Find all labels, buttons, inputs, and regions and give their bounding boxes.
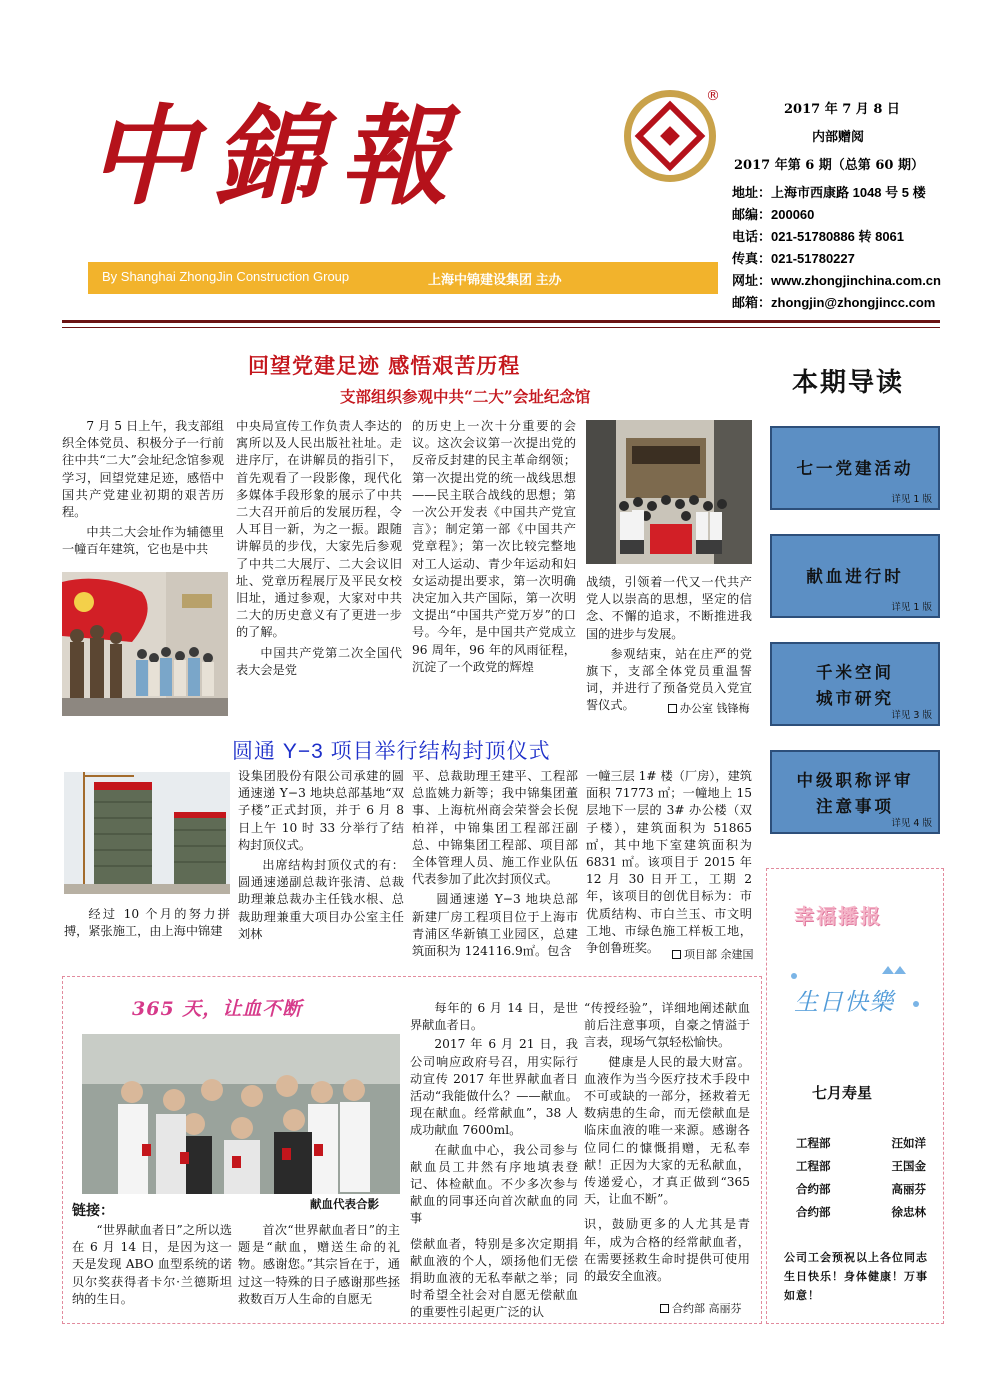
guide-item-label-line2: 注意事项 bbox=[816, 797, 894, 816]
article2-col1-para1: 经过 10 个月的努力拼搏，紧张施工，由上海中锦建 bbox=[64, 907, 230, 939]
article3-col1 bbox=[72, 1222, 232, 1314]
article1-col2-para2: 中国共产党第二次全国代表大会是党 bbox=[236, 645, 402, 677]
article3-col4-para3: 识，鼓励更多的人尤其是青年，成为合格的经常献血者，在需要拯救生命时提供可使用的最安全血液。 bbox=[584, 1217, 750, 1284]
issue-email: 邮箱：zhongjin@zhongjincc.com bbox=[732, 295, 936, 310]
banner-organizer: 上海中锦建设集团 主办 bbox=[428, 272, 562, 287]
guide-item-label-line1: 中级职称评审 bbox=[796, 771, 914, 790]
masthead-banner bbox=[88, 262, 718, 294]
birthday-row: 合约部 徐忠林 bbox=[796, 1205, 926, 1219]
issue-postcode: 邮编：200060 bbox=[732, 207, 815, 222]
article2-col4-para1: 一幢三层 1# 楼（厂房），建筑面积 71773 ㎡；一幢地上 15 层地下一层的 3# 办公楼（双子楼），建筑面积为 51865 ㎡，其中地下室建筑面积为 6831 ㎡。该项目于 2015 年 12 月 30 日开工，工期 2 年，该项目的创优目标为：市优质结构、市白兰玉、市文明工地、市绿色施工样板工地，争创鲁班奖。 bbox=[586, 769, 752, 956]
article3-col3-para4: 偿献血者，特别是多次定期捐献血液的个人，颂扬他们无偿捐助血液的无私奉献之举；同时希望全社会对自愿无偿献血的重要性引起更广泛的认 bbox=[410, 1236, 578, 1320]
issue-phone: 电话：021-51780886 转 8061 bbox=[732, 229, 905, 244]
birthday-list bbox=[796, 1132, 926, 1224]
article1-title: 回望党建足迹 感悟艰苦历程 bbox=[248, 353, 521, 378]
guide-item-label: 七一党建活动 bbox=[796, 459, 914, 478]
article1-col4-para2: 参观结束，站在庄严的党旗下，支部全体党员重温誓词，并进行了预备党员入党宣誓仪式。 bbox=[586, 646, 752, 713]
article3-col3-para2: 2017 年 6 月 21 日，我公司响应政府号召，用实际行动宣传 2017 年世界献血者日活动“我能做什么？——献血。现在献血。经常献血”，38 人成功献血 7600ml。 bbox=[410, 1037, 578, 1138]
article1-col1-para1: 7 月 5 日上午，我支部组织全体党员、积极分子一行前往中共“二大”会址纪念馆参观学习，回望党建足迹，感悟中国共产党建业初期的艰苦历程。 bbox=[62, 419, 224, 520]
article1-byline: 办公室 钱锋梅 bbox=[668, 700, 750, 716]
article2-col2 bbox=[238, 768, 404, 960]
guide-item-see: 详见 1 版 bbox=[891, 494, 932, 505]
article3-col2 bbox=[238, 1222, 400, 1314]
banner-english: By Shanghai ZhongJin Construction Group bbox=[102, 269, 350, 284]
masthead-rule bbox=[62, 320, 940, 323]
article1-subtitle: 支部组织参观中共“二大”会址纪念馆 bbox=[340, 387, 591, 406]
article1-col1-para2: 中共二大会址作为辅德里一幢百年建筑，它也是中共 bbox=[62, 525, 224, 557]
issue-address: 地址：上海市西康路 1048 号 5 楼 bbox=[732, 185, 926, 200]
guide-item-party[interactable] bbox=[770, 426, 940, 510]
issue-date: 2017 年 7 月 8 日 bbox=[784, 102, 900, 117]
issue-distribution: 内部赠阅 bbox=[812, 130, 865, 145]
article3-col1-para1: “世界献血者日”之所以选在 6 月 14 日，是因为这一天是发现 ABO 血型系统的诺贝尔奖获得者卡尔·兰德斯坦纳的生日。 bbox=[72, 1223, 232, 1306]
article2-col2-para2: 出席结构封顶仪式的有：圆通速递副总裁许张清、总裁助理兼总裁办主任钱水根、总裁助理兼重大项目办公室主任刘林 bbox=[238, 858, 404, 941]
link-label: 链接： bbox=[72, 1203, 114, 1219]
article2-byline: 项目部 余建国 bbox=[672, 946, 754, 962]
article3-byline: 合约部 高丽芬 bbox=[660, 1300, 742, 1316]
museum-photo bbox=[62, 572, 228, 716]
building-photo bbox=[64, 772, 230, 894]
guide-item-blood[interactable] bbox=[770, 534, 940, 618]
article2-col3-para1: 平、总裁助理王建平、工程部总监姚力新等；我中锦集团董事、上海杭州商会荣誉会长倪柏祥，中锦集团工程部汪副总、中锦集团工程部、项目部全体管理人员、施工作业队伍代表参加了此次封顶仪式。 bbox=[412, 769, 578, 887]
article1-col3-para1: 的历史上一次十分重要的会议。这次会议第一次提出党的反帝反封建的民主革命纲领；第一次提出党的统一战线思想——民主联合战线的思想；第一次公开发表《中国共产党宣言》；制定第一部《中国共产党章程》；第一次比较完整地对工人运动、青少年运动和妇女运动提出要求，第一次明确决定加入共产国际，第一次明文提出“中国共产党万岁”的口号。今年，是中国共产党成立 96 周年，96 年的风雨征程，沉淀了一个政党的辉煌 bbox=[412, 419, 576, 674]
birthday-row: 工程部 王国金 bbox=[796, 1159, 926, 1173]
guide-item-label: 献血进行时 bbox=[806, 567, 904, 586]
article3-col4 bbox=[584, 1000, 750, 1294]
group-photo-flag bbox=[586, 420, 752, 564]
birthday-art bbox=[786, 964, 926, 1024]
article3-col4-para2: 健康是人民的最大财富。血液作为当今医疗技术手段中不可或缺的一部分，拯救着无数病患的生命，而无偿献血是临床血液的唯一来源。感谢各位同仁的慷慨捐赠，无私奉献！正因为大家的无私献血，传递爱心，才真正做到“365 天，让血不断”。 bbox=[584, 1054, 750, 1207]
article1-col2 bbox=[236, 418, 402, 710]
article3-title: 365 天，让血不断 bbox=[132, 998, 303, 1020]
guide-item-urban[interactable] bbox=[770, 642, 940, 726]
birthday-month-title: 七月寿星 bbox=[812, 1084, 873, 1102]
article1-col1 bbox=[62, 418, 224, 568]
article1-col4-para1: 战绩，引领着一代又一代共产党人以崇高的思想，坚定的信念、不懈的追求，不断推进我国的进步与发展。 bbox=[586, 575, 752, 641]
registered-mark: ® bbox=[706, 88, 720, 104]
guide-item-see: 详见 1 版 bbox=[891, 602, 932, 613]
birthday-row: 合约部 高丽芬 bbox=[796, 1182, 926, 1196]
article3-col3-para3: 在献血中心，我公司参与献血员工井然有序地填表登记、体检献血。不少多次参与献血的同事还向首次献血的同事 bbox=[410, 1142, 578, 1226]
article3-col4-para1: “传授经验”，详细地阐述献血前后注意事项，自豪之情溢于言表，现场气氛轻松愉快。 bbox=[584, 1001, 750, 1050]
birthday-row: 工程部 汪如洋 bbox=[796, 1136, 926, 1150]
article2-title: 圆通 Y−3 项目举行结构封顶仪式 bbox=[232, 740, 551, 763]
blood-photo-caption: 献血代表合影 bbox=[310, 1197, 379, 1211]
article2-col1 bbox=[64, 906, 230, 946]
masthead-rule-thin bbox=[62, 327, 940, 328]
guide-item-label-line1: 千米空间 bbox=[816, 663, 894, 682]
birthday-art-text: 生日快樂 bbox=[794, 988, 894, 1016]
guide-item-see: 详见 3 版 bbox=[891, 710, 932, 721]
birthday-title: 幸福播报 bbox=[794, 904, 882, 928]
article2-col3 bbox=[412, 768, 578, 960]
issue-fax: 传真：021-51780227 bbox=[732, 251, 855, 266]
article3-col2-para1: 首次“世界献血者日”的主题是“献血，赠送生命的礼物。感谢您。”其宗旨在于，通过这一特殊的日子感谢那些拯救数百万人生命的自愿无 bbox=[238, 1223, 400, 1306]
article3-col3 bbox=[410, 1000, 578, 1320]
company-logo bbox=[624, 90, 716, 182]
article1-col2-para1: 中央局宣传工作负责人李达的寓所以及人民出版社社址。走进序厅，在讲解员的指引下，首先观看了一段影像，现代化多媒体手段形象的展示了中共二大召开前后的发展历程，令人耳目一新，为之一振。跟随讲解员的步伐，大家先后参观了中共二大展厅、二大会议旧址、党章历程展厅及平民女校旧址，通过参观，大家对中共二大的历史意义有了更进一步的了解。 bbox=[236, 419, 402, 640]
guide-item-see: 详见 4 版 bbox=[891, 818, 932, 829]
blood-donors-photo bbox=[82, 1034, 400, 1194]
issue-number: 2017 年第 6 期（总第 60 期） bbox=[734, 158, 924, 173]
guide-title: 本期导读 bbox=[792, 368, 905, 398]
masthead-title: 中錦報 bbox=[88, 94, 467, 220]
birthday-greeting: 公司工会预祝以上各位同志生日快乐！身体健康！万事如意！ bbox=[784, 1251, 928, 1302]
article3-col3-para1: 每年的 6 月 14 日，是世界献血者日。 bbox=[410, 1001, 578, 1033]
article2-col2-para1: 设集团股份有限公司承建的圆通速递 Y−3 地块总部基地“双子楼”正式封顶，并于 6 月 8 日上午 10 时 33 分举行了结构封顶仪式。 bbox=[238, 769, 404, 852]
article2-col3-para2: 圆通速递 Y−3 地块总部新建厂房工程项目位于上海市青浦区华新镇工业园区，总建筑面积为 124116.9㎡。包含 bbox=[412, 892, 578, 959]
guide-item-title-review[interactable] bbox=[770, 750, 940, 834]
guide-item-label-line2: 城市研究 bbox=[816, 689, 894, 708]
issue-website: 网址：www.zhongjinchina.com.cn bbox=[732, 273, 941, 288]
article1-col3 bbox=[412, 418, 576, 714]
